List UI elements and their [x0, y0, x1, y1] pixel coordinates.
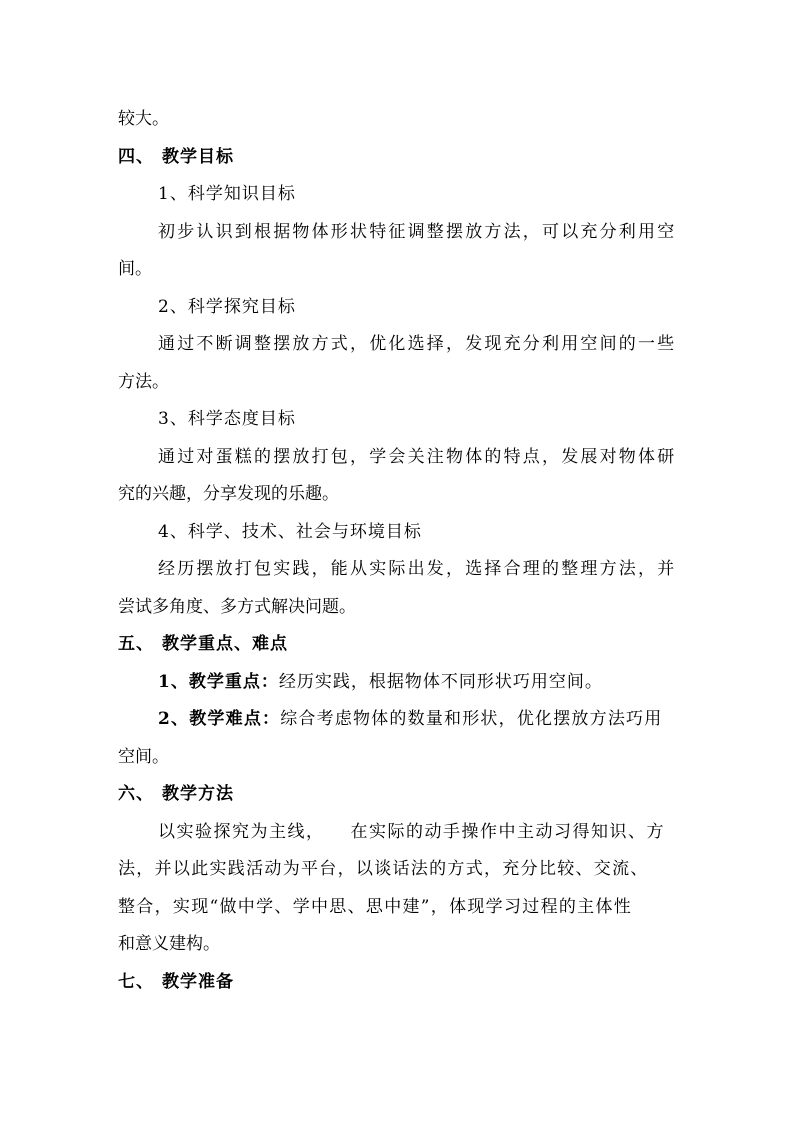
- paragraph-line: 空间。: [118, 747, 169, 767]
- paragraph-line: 经历摆放打包实践，能从实际出发，选择合理的整理方法，并: [158, 559, 677, 579]
- difficulty-line: [158, 708, 662, 730]
- heading-text: 教学目标: [162, 147, 234, 167]
- heading-number: 七、: [118, 972, 154, 992]
- difficulty-label: 2、教学难点：: [158, 709, 281, 729]
- heading-number: 四、: [118, 147, 154, 167]
- text-line: 较大。: [118, 109, 169, 129]
- paragraph-line: 通过不断调整摆放方式，优化选择，发现充分利用空间的一些: [158, 334, 677, 354]
- text-span: 以实验探究为主线，: [158, 822, 325, 842]
- section-heading-6: [118, 783, 234, 805]
- paragraph-line: [158, 821, 665, 843]
- subheading: 3、科学态度目标: [158, 409, 296, 429]
- paragraph-line: 法，并以此实践活动为平台，以谈话法的方式，充分比较、交流、: [118, 859, 649, 879]
- paragraph-line: 方法。: [118, 372, 169, 392]
- section-heading-4: [118, 146, 234, 168]
- difficulty-text: 综合考虑物体的数量和形状，优化摆放方法巧用: [280, 709, 663, 729]
- section-heading-5: [118, 633, 288, 655]
- heading-number: 五、: [118, 634, 154, 654]
- paragraph-line: 和意义建构。: [118, 934, 220, 954]
- heading-text: 教学方法: [162, 784, 234, 804]
- key-point-line: [158, 671, 603, 693]
- paragraph-line: 整合，实现“做中学、学中思、思中建”，体现学习过程的主体性: [118, 897, 633, 917]
- paragraph-line: 间。: [118, 259, 152, 279]
- heading-number: 六、: [118, 784, 154, 804]
- paragraph-line: 初步认识到根据物体形状特征调整摆放方法，可以充分利用空: [158, 222, 677, 242]
- subheading: 2、科学探究目标: [158, 297, 296, 317]
- paragraph-line: 究的兴趣，分享发现的乐趣。: [118, 484, 339, 504]
- heading-text: 教学重点、难点: [162, 634, 288, 654]
- subheading: 1、科学知识目标: [158, 184, 296, 204]
- section-heading-7: [118, 971, 234, 993]
- heading-text: 教学准备: [162, 972, 234, 992]
- key-point-text: 经历实践，根据物体不同形状巧用空间。: [278, 672, 603, 692]
- paragraph-line: 尝试多角度、多方式解决问题。: [118, 597, 356, 617]
- paragraph-line: 通过对蛋糕的摆放打包，学会关注物体的特点，发展对物体研: [158, 447, 677, 467]
- subheading: 4、科学、技术、社会与环境目标: [158, 522, 422, 542]
- text-span: 在实际的动手操作中主动习得知识、方: [350, 822, 665, 842]
- key-point-label: 1、教学重点：: [158, 672, 279, 692]
